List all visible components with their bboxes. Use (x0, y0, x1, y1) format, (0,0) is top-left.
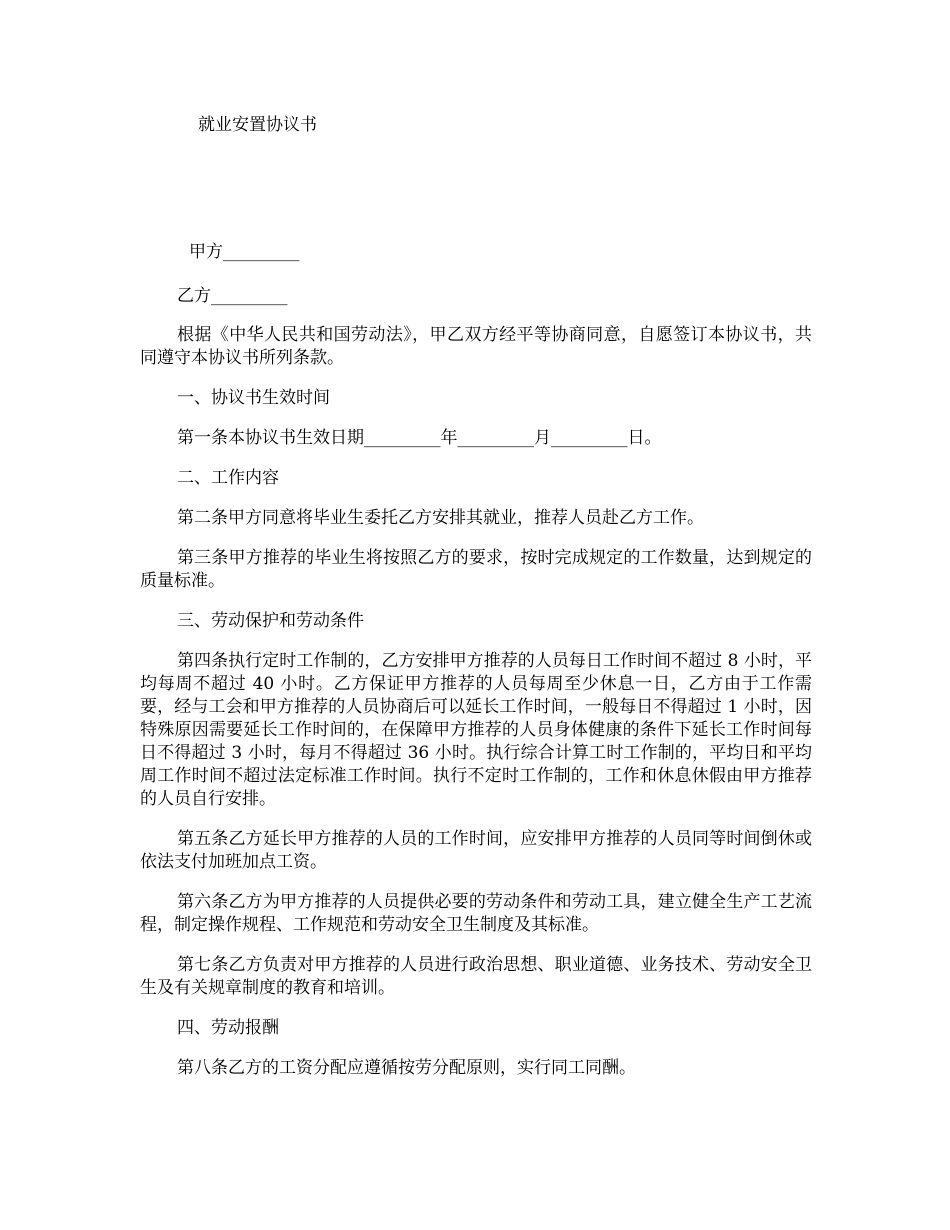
article-3: 第三条甲方推荐的毕业生将按照乙方的要求，按时完成规定的工作数量，达到规定的质量标准。 (140, 548, 812, 591)
party-a-line: 甲方_________ (189, 242, 300, 262)
article-4: 第四条执行定时工作制的，乙方安排甲方推荐的人员每日工作时间不超过 8 小时，平均每周不超过 40 小时。乙方保证甲方推荐的人员每周至少休息一日，乙方由于工作需要，经与工会和甲方推荐的人员协商后可以延长工作时间，一般每日不得超过 1 小时，因特殊原因需要延长工作时间的，在保障甲方推荐的人员身体健康的条件下延长工作时间每日不得超过 3 小时，每月不得超过 36 小时。执行综合计算工时工作制的，平均日和平均周工作时间不超过法定标准工作时间。执行不定时工作制的，工作和休息休假由甲方推荐的人员自行安排。 (140, 651, 812, 809)
party-b-line: 乙方_________ (177, 286, 288, 306)
section-heading-labor-protection: 三、劳动保护和劳动条件 (177, 611, 364, 631)
article-2: 第二条甲方同意将毕业生委托乙方安排其就业，推荐人员赴乙方工作。 (177, 508, 704, 528)
preamble-paragraph: 根据《中华人民共和国劳动法》，甲乙双方经平等协商同意，自愿签订本协议书，共同遵守本协议书所列条款。 (140, 325, 812, 368)
article-6: 第六条乙方为甲方推荐的人员提供必要的劳动条件和劳动工具，建立健全生产工艺流程，制定操作规程、工作规范和劳动安全卫生制度及其标准。 (140, 892, 812, 935)
article-1: 第一条本协议书生效日期_________年_________月_________日。 (177, 428, 662, 448)
section-heading-work-content: 二、工作内容 (177, 468, 279, 488)
section-heading-effective-time: 一、协议书生效时间 (177, 388, 330, 408)
article-5: 第五条乙方延长甲方推荐的人员的工作时间，应安排甲方推荐的人员同等时间倒休或依法支付加班加点工资。 (140, 829, 812, 872)
section-heading-remuneration: 四、劳动报酬 (177, 1018, 279, 1038)
article-8: 第八条乙方的工资分配应遵循按劳分配原则，实行同工同酬。 (177, 1058, 636, 1078)
document-title: 就业安置协议书 (198, 115, 317, 135)
article-7: 第七条乙方负责对甲方推荐的人员进行政治思想、职业道德、业务技术、劳动安全卫生及有关规章制度的教育和培训。 (140, 955, 812, 998)
document-body (140, 324, 812, 1097)
